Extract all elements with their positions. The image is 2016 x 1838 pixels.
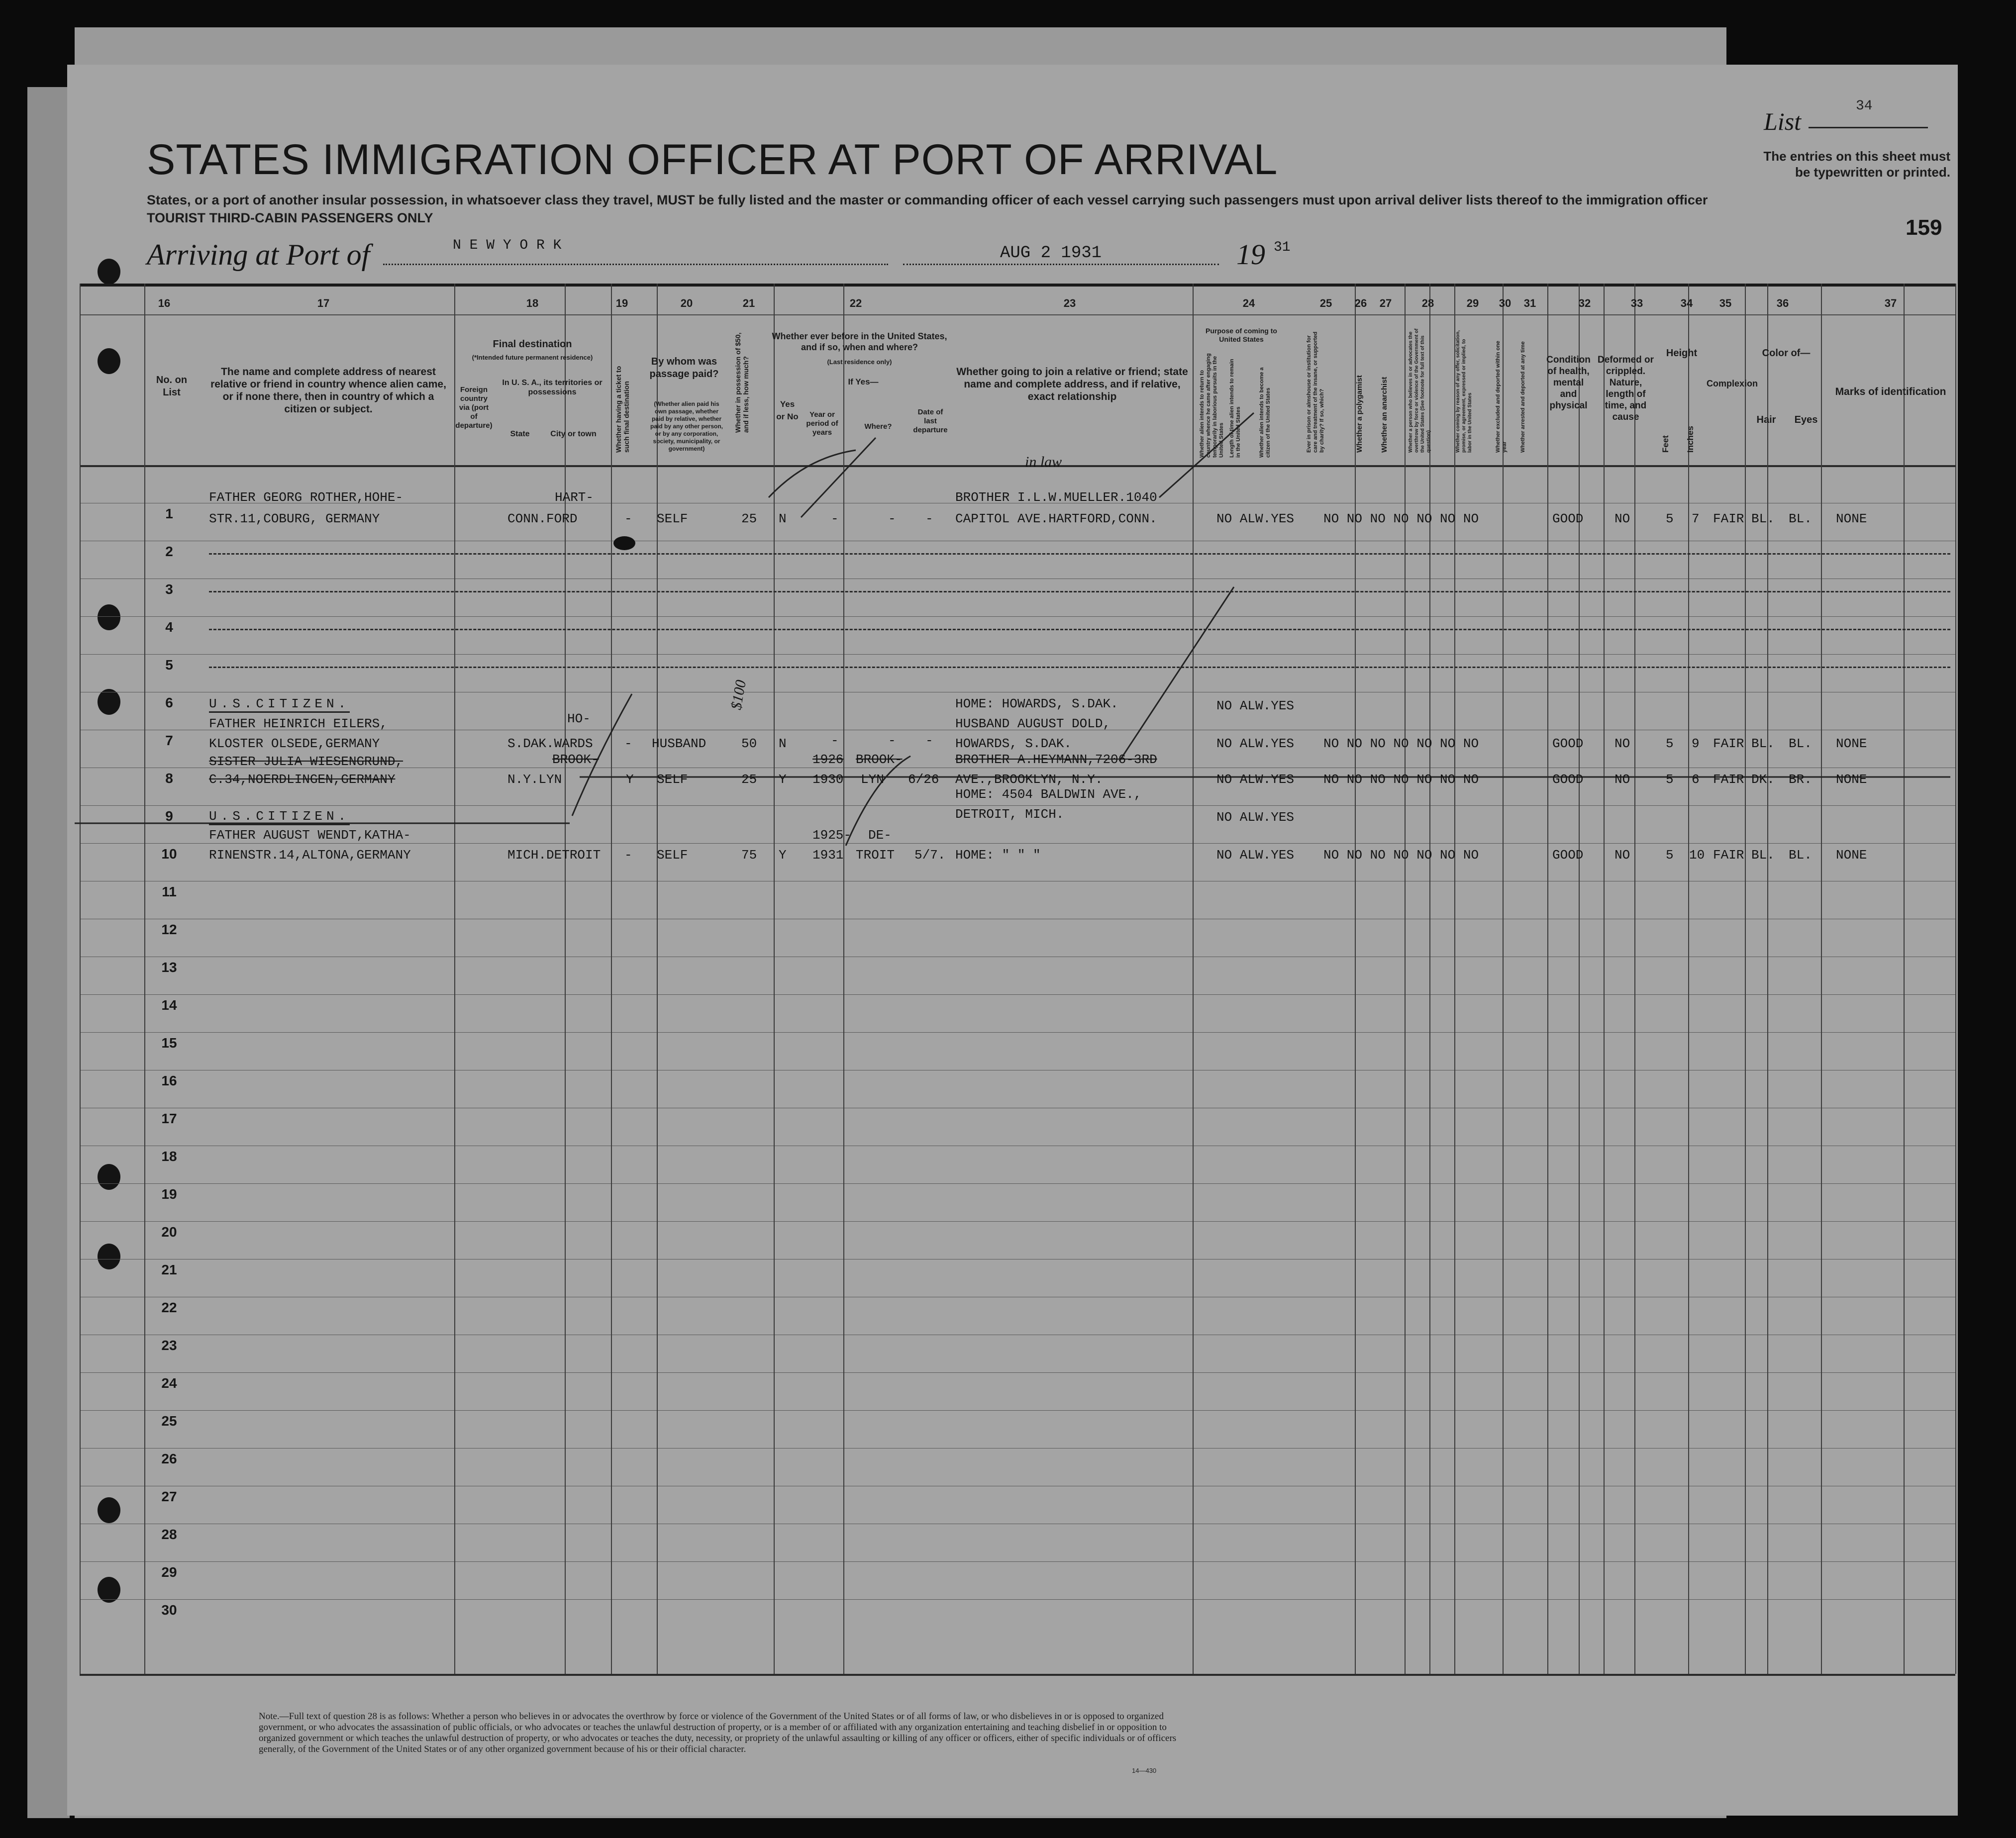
header-purpose: Purpose of coming to United States [1206,327,1277,343]
row10-ticket: - [624,848,632,863]
row1-join: BROTHER I.L.W.MUELLER.1040 [955,490,1157,505]
header-25: Ever in prison or almshouse or institution for care and treatment of the insane, or supported by charity? If so, which? [1306,331,1325,453]
row10-marks: NONE [1836,848,1867,863]
row-number: 17 [161,1111,177,1126]
header-relative: The name and complete address of nearest relative or friend in country whence alien came, or if none there, then in country of which a citizen or subject. [210,366,446,415]
row7-year: - [831,733,839,748]
row10-feet: 5 [1666,848,1674,863]
header-final-destination: Final destination [493,339,572,350]
list-label: List [1764,107,1802,135]
row-number: 3 [165,581,173,597]
row1-where: - [888,511,896,526]
column-number: 35 [1719,297,1732,309]
row-number: 10 [161,846,177,862]
column-number: 28 [1421,297,1434,309]
list-number: 34 [1856,98,1873,114]
row7-ticket: - [624,736,632,751]
header-26: Whether a polygamist [1355,375,1364,453]
header-money: Whether in possession of $50, and if less, how much? [734,332,750,433]
header-condition: Condition of health, mental and physical [1546,355,1591,411]
row7-inches: 9 [1692,736,1700,751]
row7-relative-2: KLOSTER OLSEDE,GERMANY [209,736,380,751]
header-color-of: Color of— [1762,348,1811,359]
row9-join: HOME: 4504 BALDWIN AVE., [955,787,1142,802]
row-number: 20 [161,1224,177,1240]
header-deformed: Deformed or crippled. Nature, length of time, and cause [1598,355,1654,422]
header-if-yes: If Yes— [848,377,879,387]
row1-inches: 7 [1692,511,1700,526]
row9-join-2: DETROIT, MICH. [955,807,1064,822]
row10-join: HOME: " " " [955,848,1041,863]
row-number: 30 [161,1602,177,1618]
port-value: N E W Y O R K [453,238,562,253]
header-by-whom: By whom was passage paid? [649,356,719,380]
row8-ticket: Y [626,772,634,787]
row1-state-city: CONN.FORD [507,511,578,526]
row9-relative: U.S.CITIZEN. [209,809,350,825]
header-eyes: Eyes [1794,414,1818,425]
row10-paid: SELF [657,848,688,863]
row-number: 5 [165,657,173,673]
row8-year-2: 1930 [812,772,844,787]
row8-relative: SISTER JULIA WIESENGRUND, [209,754,403,769]
header-yes-no: Yes or No [776,399,799,421]
column-number: 18 [526,297,539,309]
row8-marks: NONE [1836,772,1867,787]
column-number: 24 [1242,297,1255,309]
row8-state-city: N.Y.LYN [507,772,562,787]
page-number: 159 [1906,215,1942,240]
row1-complexion: FAIR [1713,511,1744,526]
row-number: 19 [161,1186,177,1202]
row8-before: Y [779,772,787,787]
row-number: 18 [161,1149,177,1164]
row10-relative-2: RINENSTR.14,ALTONA,GERMANY [209,848,411,863]
header-inches: Inches [1686,426,1695,453]
column-number: 32 [1578,297,1591,309]
row-number: 1 [165,506,173,521]
row-number: 7 [165,733,173,748]
header-city: City or town [550,430,597,438]
column-number: 29 [1466,297,1479,309]
column-number: 37 [1884,297,1897,309]
header-hair: Hair [1756,414,1776,425]
column-number: 19 [615,297,628,309]
row-number: 21 [161,1262,177,1277]
row1-hair: BL. [1751,511,1775,526]
column-number: 27 [1379,297,1392,309]
row1-date: - [925,511,933,526]
row7-marks: NONE [1836,736,1867,751]
row8-feet: 5 [1666,772,1674,787]
row8-money: 25 [741,772,757,787]
header-final-destination-note: (*Intended future permanent residence) [472,354,593,361]
row7-date: - [925,733,933,748]
row-number: 27 [161,1489,177,1504]
row1-before: N [779,511,787,526]
row1-relative: FATHER GEORG ROTHER,HOHE- [209,490,403,505]
row8-date: 6/26 [908,772,939,787]
row8-year: 1926 [812,752,844,767]
row8-deformed: NO [1614,772,1630,787]
row7-eyes: BL. [1789,736,1812,751]
header-24b: Length of time alien intends to remain in the United States [1229,359,1241,458]
row8-where-2: LYN [861,772,884,787]
row-number: 25 [161,1413,177,1429]
row8-relative-2: C.34,NOERDLINGEN,GERMANY [209,772,396,787]
row7-feet: 5 [1666,736,1674,751]
row8-join-2: AVE.,BROOKLYN, N.Y. [955,772,1103,787]
row-number: 22 [161,1300,177,1315]
row1-marks: NONE [1836,511,1867,526]
row8-paid: SELF [657,772,688,787]
row10-inches: 10 [1689,848,1705,863]
header-date-departure: Date of last departure [913,408,948,434]
row6-purpose: NO ALW.YES [1216,698,1295,713]
row1-feet: 5 [1666,511,1674,526]
arriving-label: Arriving at Port of [147,238,370,271]
row1-year: - [831,511,839,526]
header-in-usa: In U. S. A., its territories or possessions [502,379,603,396]
row8-purpose: NO ALW.YES [1216,772,1295,787]
row10-condition: GOOD [1552,848,1584,863]
row1-relative-2: STR.11,COBURG, GERMANY [209,511,380,526]
header-30: Whether excluded and deported within one year [1495,341,1508,453]
row-number: 29 [161,1564,177,1580]
column-number: 26 [1354,297,1367,309]
row10-state-city: MICH.DETROIT [507,848,601,863]
column-number: 22 [849,297,862,309]
row1-eyes: BL. [1789,511,1812,526]
row8-join: BROTHER A.HEYMANN,7206-3RD [955,752,1157,767]
row-number: 13 [161,960,177,975]
row1-deformed: NO [1614,511,1630,526]
row10-money: 75 [741,848,757,863]
row7-questions: NO NO NO NO NO NO NO [1323,736,1479,751]
header-marks: Marks of identification [1835,386,1946,397]
header-joining: Whether going to join a relative or friend; state name and complete address, and if relative, exact relationship [956,366,1188,402]
header-no-on-list: No. on List [156,375,188,398]
row6-relative: U.S.CITIZEN. [209,696,350,713]
column-number: 31 [1523,297,1536,309]
row7-relative: FATHER HEINRICH EILERS, [209,716,388,731]
row7-city: HO- [567,711,591,726]
row-number: 2 [165,544,173,559]
row7-hair: BL. [1751,736,1775,751]
footnote: Note.—Full text of question 28 is as follows: Whether a person who believes in or advocates the overthrow by force or violence of the Government of the United States or of all forms of law, or who disbelieves in or is opposed to organized government, or who advocates the assassination of public officials, or who advocates or teaches the unlawful destruction of property, or is a member of or affiliated with any organization entertaining and teaching disbelief in or opposition to organized government or which teaches the unlawful destruction of property, or who advocates or teaches the duty, necessity, or propriety of the unlawful assaulting or killing of any officer or officers, either of specific individuals or of officers generally, of the Government of the United States or of any other organized government because of his or their official character. [259,1711,1177,1754]
row1-paid: SELF [657,511,688,526]
row8-questions: NO NO NO NO NO NO NO [1323,772,1479,787]
row10-relative: FATHER AUGUST WENDT,KATHA- [209,828,411,843]
row1-city: HART- [555,490,594,505]
row10-before: Y [779,848,787,863]
column-number: 21 [742,297,755,309]
header-where: Where? [864,422,892,431]
row-number: 9 [165,808,173,824]
row7-state-city: S.DAK.WARDS [507,736,593,751]
row-number: 12 [161,922,177,937]
row7-complexion: FAIR [1713,736,1744,751]
row9-purpose: NO ALW.YES [1216,810,1295,825]
row7-join-2: HOWARDS, S.DAK. [955,736,1072,751]
row1-money: 25 [741,511,757,526]
header-last-residence: (Last residence only) [827,358,892,366]
row-number: 15 [161,1035,177,1051]
header-24c: Whether alien intends to become a citizen of the United States [1259,367,1271,458]
year-prefix: 19 [1236,238,1265,271]
header-feet: Feet [1661,435,1670,453]
row10-year: 1925- [812,828,852,843]
row1-ticket: - [624,511,632,526]
row1-join-2: CAPITOL AVE.HARTFORD,CONN. [955,511,1157,526]
page-title: STATES IMMIGRATION OFFICER AT PORT OF ARRIVAL [147,136,1278,184]
row7-condition: GOOD [1552,736,1584,751]
header-24a: Whether alien intends to return to country whence he came after engaging temporarily in laborious pursuits in the United States [1199,353,1224,458]
pencil-check-mark [801,438,876,517]
handwritten-in-law: in law [1025,454,1062,470]
header-complexion: Complexion [1707,379,1758,388]
pencil-check-mark [1119,587,1234,761]
row8-hair: DK. [1751,772,1775,787]
row7-purpose: NO ALW.YES [1216,736,1295,751]
row7-where: - [888,733,896,748]
row10-deformed: NO [1614,848,1630,863]
row6-join: HOME: HOWARDS, S.DAK. [955,696,1118,711]
header-28: Whether a person who believes in or advocates the overthrow by force or violence of the Government of the United States (See footnote for full text of this question) [1408,328,1431,453]
column-number: 23 [1063,297,1076,309]
row-number: 8 [165,771,173,786]
column-number: 33 [1630,297,1643,309]
column-number: 16 [158,297,171,309]
row-number: 28 [161,1527,177,1542]
header-27: Whether an anarchist [1380,377,1389,453]
row8-eyes: BR. [1789,772,1812,787]
row7-before: N [779,736,787,751]
header-ever-before: Whether ever before in the United States, and if so, when and where? [772,331,947,352]
column-number: 36 [1776,297,1789,309]
row10-date: 5/7. [914,848,946,863]
row10-hair: BL. [1751,848,1775,863]
column-number: 17 [317,297,330,309]
passenger-class: TOURIST THIRD-CABIN PASSENGERS ONLY [147,210,433,225]
row8-city: BROOK- [552,752,599,767]
row7-money: 50 [741,736,757,751]
row8-condition: GOOD [1552,772,1584,787]
header-29: Whether coming by reason of any offer, solicitation, promise, or agreement, expressed or implied, to labor in the United States [1455,330,1473,453]
row-number: 26 [161,1451,177,1466]
row-number: 4 [165,619,173,635]
year-suffix: 31 [1274,240,1291,255]
header-state: State [510,430,530,438]
row8-complexion: FAIR [1713,772,1744,787]
row-number: 23 [161,1338,177,1353]
row-number: 14 [161,997,177,1013]
date-value: AUG 2 1931 [1000,244,1102,263]
row10-where-2: TROIT [856,848,895,863]
instructions-text: States, or a port of another insular possession, in whatsoever class they travel, MUST be fully listed and the master or commanding officer of each vessel carrying such passengers must upon arrival deliver lists thereof to the immigration officer [147,193,1708,207]
form-number: 14—430 [1132,1767,1157,1774]
column-number: 25 [1319,297,1332,309]
row-number: 6 [165,695,173,710]
row8-where: BROOK- [856,752,903,767]
header-by-whom-note: (Whether alien paid his own passage, whether paid by relative, whether paid by any other person, or by any corporation, society, municipality, or government) [650,400,723,452]
pencil-check-mark [1159,413,1254,497]
column-number: 34 [1680,297,1693,309]
row-number: 11 [162,884,177,899]
row1-condition: GOOD [1552,511,1584,526]
column-number: 20 [680,297,693,309]
handwritten-amount: $100 [728,678,749,711]
entries-note: The entries on this sheet must be typewritten or printed. [1763,149,1950,180]
header-year-period: Year or period of years [806,410,838,437]
row8-inches: 6 [1692,772,1700,787]
row1-questions: NO NO NO NO NO NO NO [1323,511,1479,526]
header-31: Whether arrested and deported at any time [1520,341,1526,453]
row10-eyes: BL. [1789,848,1812,863]
row10-purpose: NO ALW.YES [1216,848,1295,863]
row7-paid: HUSBAND [652,736,706,751]
row-number: 16 [161,1073,177,1088]
ink-blot [613,536,635,550]
row1-purpose: NO ALW.YES [1216,511,1295,526]
row-number: 24 [161,1375,177,1391]
column-number: 30 [1499,297,1512,309]
row10-year-2: 1931 [812,848,844,863]
row7-deformed: NO [1614,736,1630,751]
row7-join: HUSBAND AUGUST DOLD, [955,716,1111,731]
header-foreign-country: Foreign country via (port of departure) [455,386,493,430]
row10-where: DE- [868,828,892,843]
row10-questions: NO NO NO NO NO NO NO [1323,848,1479,863]
row10-complexion: FAIR [1713,848,1744,863]
header-height: Height [1666,348,1698,359]
header-ticket: Whether having a ticket to such final destination [614,366,630,453]
